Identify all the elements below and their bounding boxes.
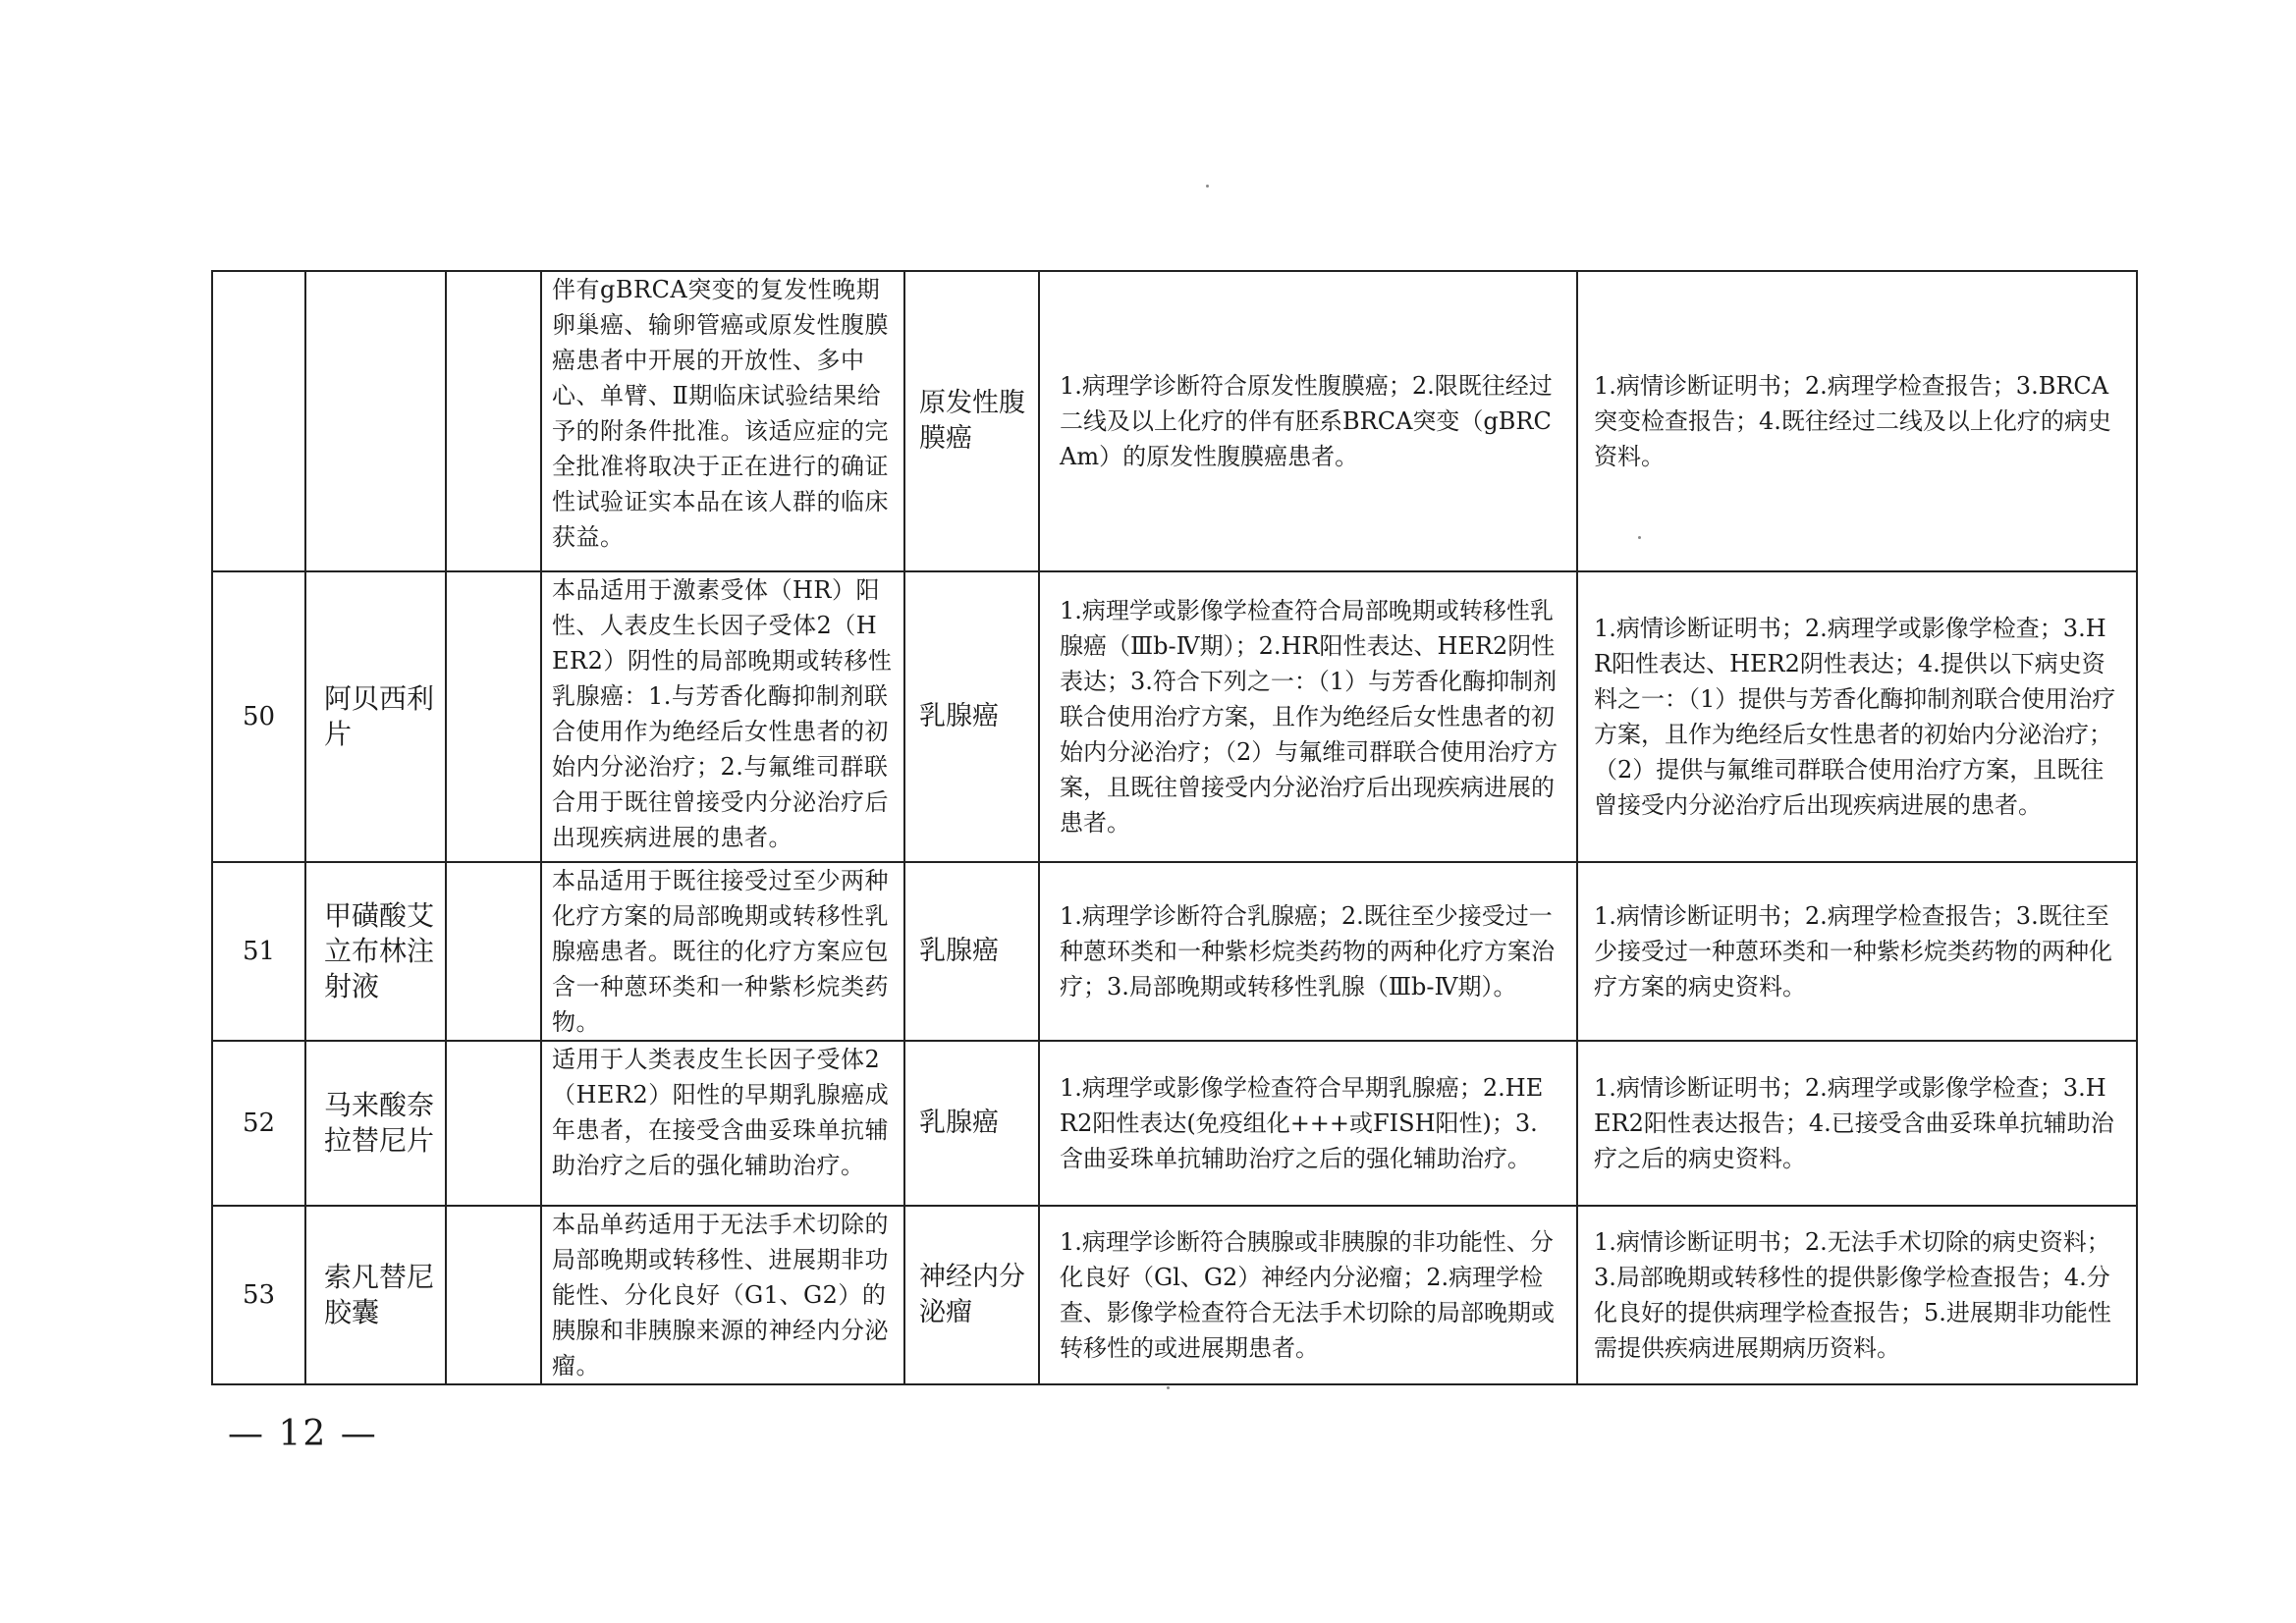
indication-cell: 本品适用于既往接受过至少两种化疗方案的局部晚期或转移性乳腺癌患者。既往的化疗方案应包含一种蒽环类和一种紫杉烷类药物。 (541, 862, 904, 1041)
table-row (212, 1206, 2137, 1384)
indication-cell: 本品单药适用于无法手术切除的局部晚期或转移性、进展期非功能性、分化良好（G1、G2）的胰腺和非胰腺来源的神经内分泌瘤。 (541, 1206, 904, 1384)
disease-cell: 乳腺癌 (904, 1041, 1039, 1206)
row-number: 53 (212, 1206, 305, 1384)
blank-cell (446, 571, 541, 862)
table-row (212, 571, 2137, 862)
standard-cell: 1.病理学诊断符合乳腺癌；2.既往至少接受过一种蒽环类和一种紫杉烷类药物的两种化疗方案治疗；3.局部晚期或转移性乳腺（Ⅲb-Ⅳ期）。 (1039, 862, 1577, 1041)
indication-cell: 适用于人类表皮生长因子受体2（HER2）阳性的早期乳腺癌成年患者，在接受含曲妥珠单抗辅助治疗之后的强化辅助治疗。 (541, 1041, 904, 1206)
drug-name-cell: 甲磺酸艾立布林注射液 (305, 862, 446, 1041)
standard-cell: 1.病理学或影像学检查符合早期乳腺癌；2.HER2阳性表达(免疫组化+++或FISH阳性)；3.含曲妥珠单抗辅助治疗之后的强化辅助治疗。 (1039, 1041, 1577, 1206)
drug-name-cell: 马来酸奈拉替尼片 (305, 1041, 446, 1206)
page-number: — 12 — (228, 1414, 378, 1454)
disease-cell: 乳腺癌 (904, 571, 1039, 862)
blank-cell (446, 862, 541, 1041)
disease-cell: 神经内分泌瘤 (904, 1206, 1039, 1384)
table-row (212, 1041, 2137, 1206)
row-number: 51 (212, 862, 305, 1041)
scan-speck (1638, 536, 1641, 539)
drug-name-cell: 索凡替尼胶囊 (305, 1206, 446, 1384)
scan-speck (1167, 1386, 1170, 1389)
row-number: 50 (212, 571, 305, 862)
disease-cell: 乳腺癌 (904, 862, 1039, 1041)
indication-cell: 伴有gBRCA突变的复发性晚期卵巢癌、输卵管癌或原发性腹膜癌患者中开展的开放性、多中心、单臂、Ⅱ期临床试验结果给予的附条件批准。该适应症的完全批准将取决于正在进行的确证性试验证实本品在该人群的临床获益。 (541, 271, 904, 571)
drug-name-cell (305, 271, 446, 571)
materials-cell: 1.病情诊断证明书；2.病理学或影像学检查；3.HER2阳性表达报告；4.已接受含曲妥珠单抗辅助治疗之后的病史资料。 (1577, 1041, 2137, 1206)
standard-cell: 1.病理学诊断符合胰腺或非胰腺的非功能性、分化良好（Gl、G2）神经内分泌瘤；2.病理学检查、影像学检查符合无法手术切除的局部晚期或转移性的或进展期患者。 (1039, 1206, 1577, 1384)
blank-cell (446, 1206, 541, 1384)
standard-cell: 1.病理学或影像学检查符合局部晚期或转移性乳腺癌（Ⅲb-Ⅳ期）；2.HR阳性表达、HER2阴性表达；3.符合下列之一：（1）与芳香化酶抑制剂联合使用治疗方案，且作为绝经后女性患者的初始内分泌治疗；（2）与氟维司群联合使用治疗方案，且既往曾接受内分泌治疗后出现疾病进展的患者。 (1039, 571, 1577, 862)
row-number (212, 271, 305, 571)
standard-cell: 1.病理学诊断符合原发性腹膜癌；2.限既往经过二线及以上化疗的伴有胚系BRCA突变（gBRCAm）的原发性腹膜癌患者。 (1039, 271, 1577, 571)
materials-cell: 1.病情诊断证明书；2.无法手术切除的病史资料；3.局部晚期或转移性的提供影像学检查报告；4.分化良好的提供病理学检查报告；5.进展期非功能性需提供疾病进展期病历资料。 (1577, 1206, 2137, 1384)
materials-cell: 1.病情诊断证明书；2.病理学检查报告；3.BRCA突变检查报告；4.既往经过二线及以上化疗的病史资料。 (1577, 271, 2137, 571)
row-number: 52 (212, 1041, 305, 1206)
blank-cell (446, 271, 541, 571)
scan-speck (1206, 185, 1209, 188)
materials-cell: 1.病情诊断证明书；2.病理学或影像学检查；3.HR阳性表达、HER2阴性表达；4.提供以下病史资料之一：（1）提供与芳香化酶抑制剂联合使用治疗方案，且作为绝经后女性患者的初始内分泌治疗；（2）提供与氟维司群联合使用治疗方案，且既往曾接受内分泌治疗后出现疾病进展的患者。 (1577, 571, 2137, 862)
indication-cell: 本品适用于激素受体（HR）阳性、人表皮生长因子受体2（HER2）阴性的局部晚期或转移性乳腺癌：1.与芳香化酶抑制剂联合使用作为绝经后女性患者的初始内分泌治疗；2.与氟维司群联合用于既往曾接受内分泌治疗后出现疾病进展的患者。 (541, 571, 904, 862)
drug-name-cell: 阿贝西利片 (305, 571, 446, 862)
drug-table (211, 270, 2138, 1385)
materials-cell: 1.病情诊断证明书；2.病理学检查报告；3.既往至少接受过一种蒽环类和一种紫杉烷类药物的两种化疗方案的病史资料。 (1577, 862, 2137, 1041)
table-row (212, 271, 2137, 571)
blank-cell (446, 1041, 541, 1206)
disease-cell: 原发性腹膜癌 (904, 271, 1039, 571)
table-row (212, 862, 2137, 1041)
